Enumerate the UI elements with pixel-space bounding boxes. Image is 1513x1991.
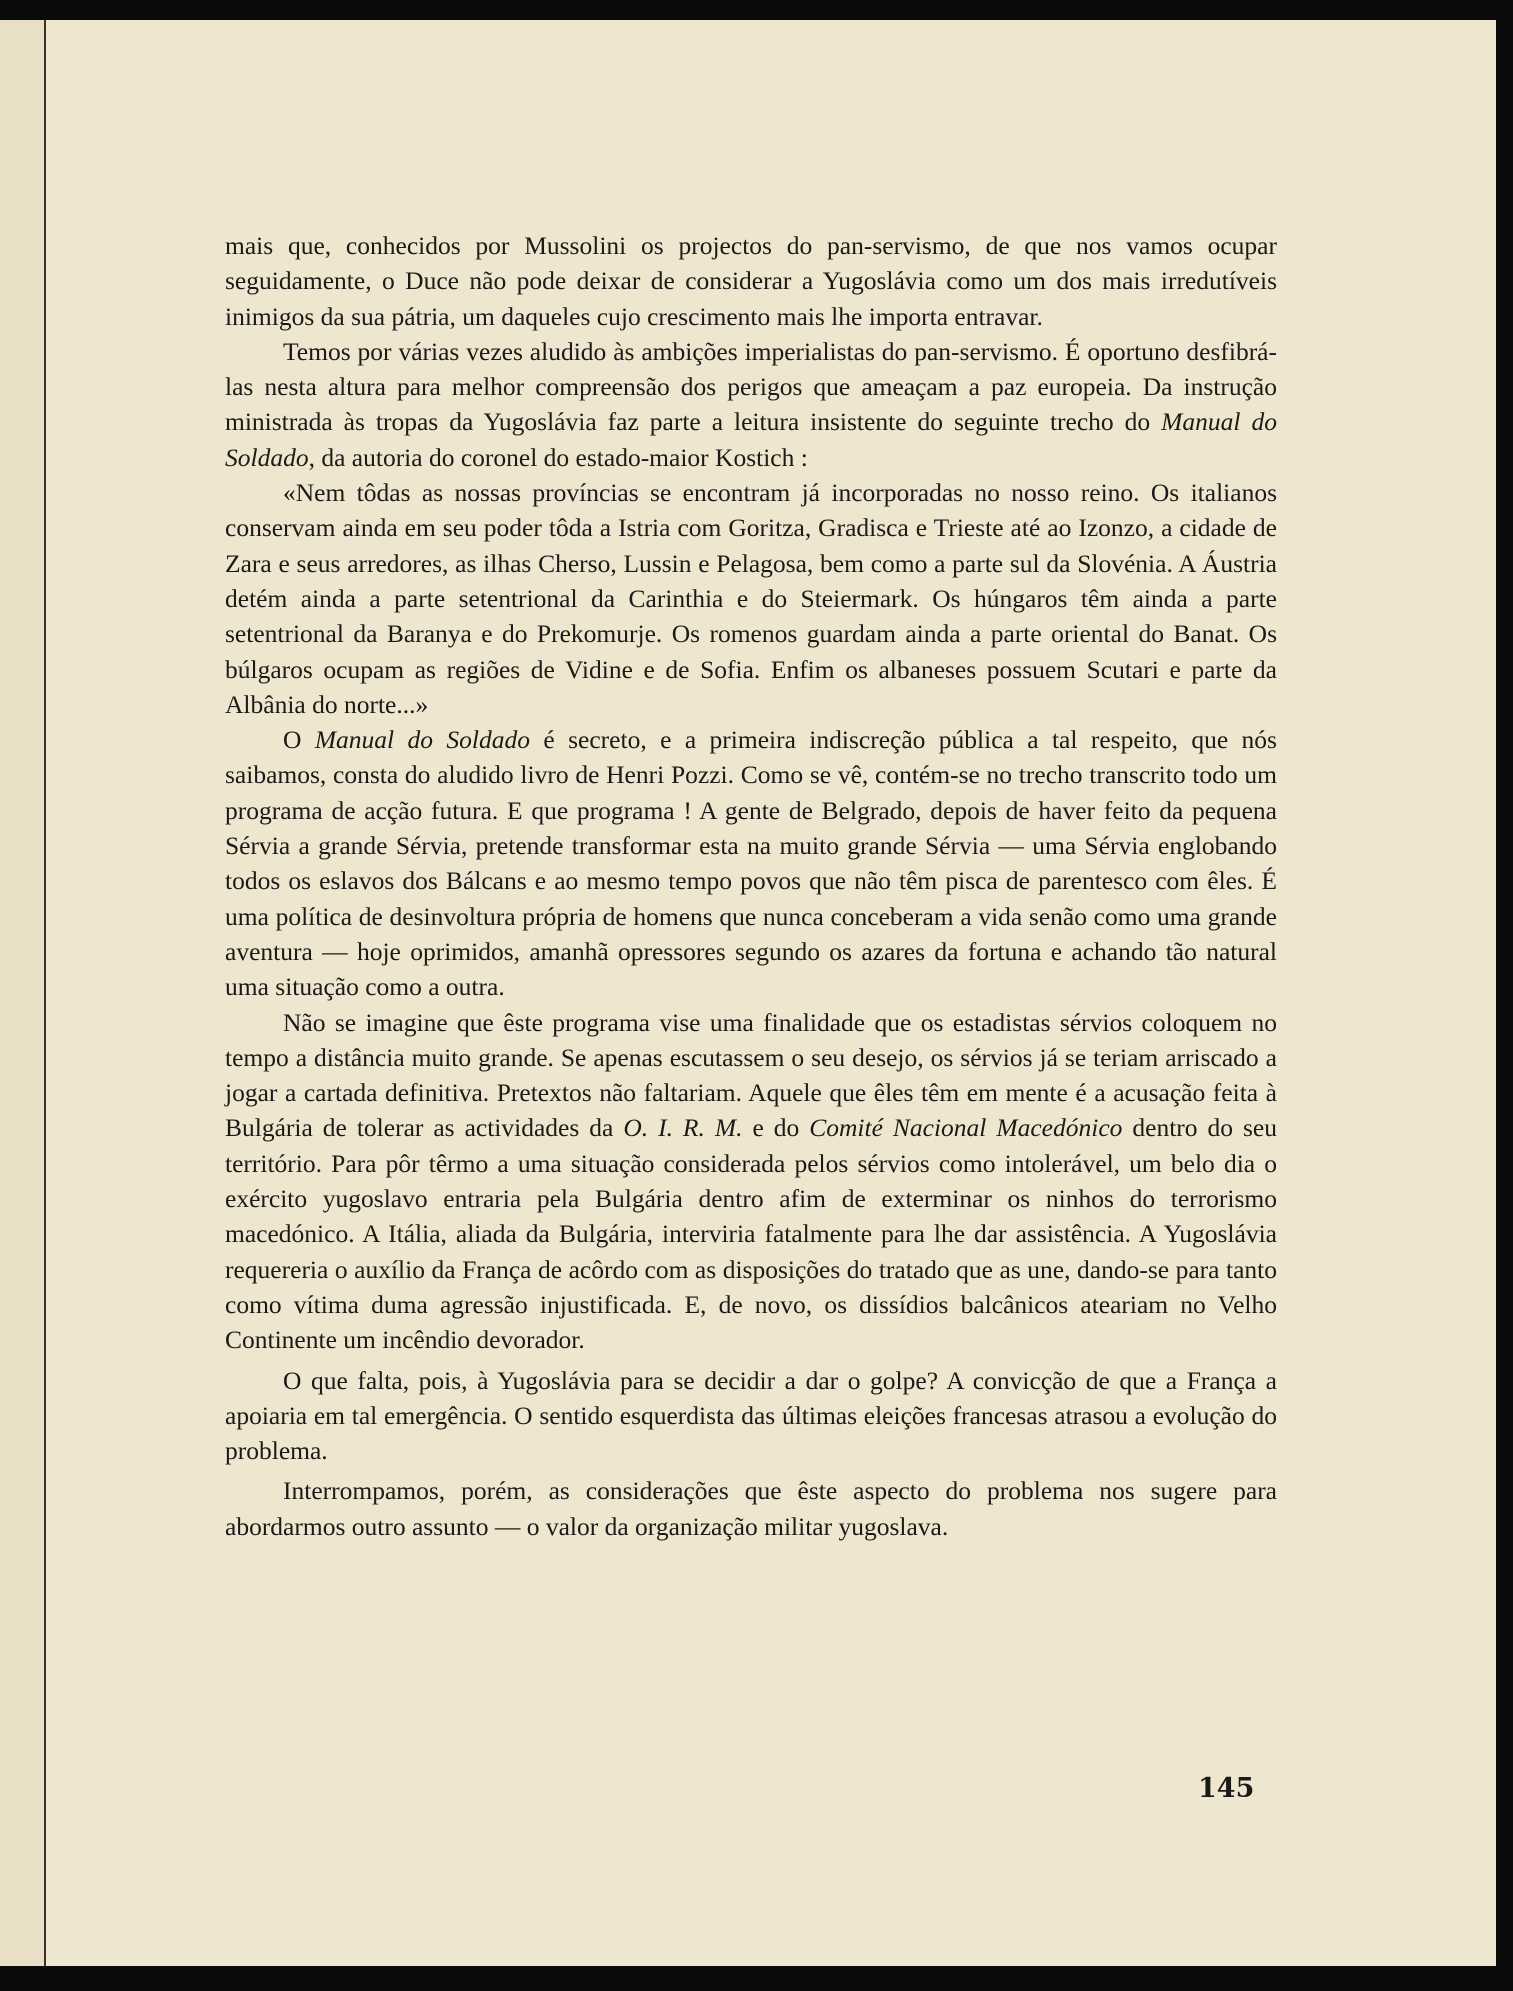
italic-title: Manual do Soldado xyxy=(225,407,1277,472)
paragraph-7: Interrompamos, porém, as considerações que êste aspecto do problema nos sugere para abordarmos outro assunto — o valor da organização militar yugoslava. xyxy=(225,1476,1277,1541)
italic-title: Manual do Soldado xyxy=(314,725,531,755)
paragraph-5: Não se imagine que êste programa vise uma finalidade que os estadistas sérvios coloquem no tempo a distância muito grande. Se apenas escutassem o seu desejo, os sérvios já se teriam arriscado a jogar a cartada definitiva. Pretextos não faltariam. Aquele que êles têm em mente é a acusação feita à Bulgária de tolerar as actividades da O. I. R. M. e do Comité Nacional Macedónico dentro do seu território. Para pôr têrmo a uma situação considerada pelos sérvios como intolerável, um belo dia o exército yugoslavo entraria pela Bulgária dentro afim de exterminar os ninhos do terrorismo macedónico. A Itália, aliada da Bulgária, interviria fatalmente para lhe dar assistência. A Yugoslávia requereria o auxílio da França de acôrdo com as disposições do tratado que as une, dando-se para tanto como vítima duma agressão injustificada. E, de novo, os dissídios balcânicos ateariam no Velho Continente um incêndio devorador. xyxy=(225,1007,1277,1355)
body-text xyxy=(225,228,1277,1544)
paragraph-4: O Manual do Soldado é secreto, e a primeira indiscreção pública a tal respeito, que nós saibamos, consta do aludido livro de Henri Pozzi. Como se vê, contém-se no trecho transcrito todo um programa de acção futura. E que programa ! A gente de Belgrado, depois de haver feito da pequena Sérvia a grande Sérvia, pretende transformar esta na muito grande Sérvia — uma Sérvia englobando todos os eslavos dos Bálcans e ao mesmo tempo povos que não têm pisca de parentesco com êles. É uma política de desinvoltura própria de homens que nunca conceberam a vida senão como uma grande aventura — hoje oprimidos, amanhã opressores segundo os azares da fortuna e achando tão natural uma situação como a outra. xyxy=(225,725,1277,1002)
italic-acronym: O. I. R. M. xyxy=(623,1113,743,1143)
paragraph-6: O que falta, pois, à Yugoslávia para se decidir a dar o golpe? A convicção de que a França a apoiaria em tal emergência. O sentido esquerdista das últimas eleições francesas atrasou a evolução do problema. xyxy=(225,1365,1277,1466)
book-gutter xyxy=(0,20,46,1966)
paragraph-1: mais que, conhecidos por Mussolini os projectos do pan-servismo, de que nos vamos ocupar seguidamente, o Duce não pode deixar de considerar a Yugoslávia como um dos mais irredutíveis inimigos da sua pátria, um daqueles cujo crescimento mais lhe importa entravar. xyxy=(225,231,1277,331)
paragraph-2: Temos por várias vezes aludido às ambições imperialistas do pan-servismo. É oportuno desfibrá-las nesta altura para melhor compreensão dos perigos que ameaçam a paz europeia. Da instrução ministrada às tropas da Yugoslávia faz parte a leitura insistente do seguinte trecho do Manual do Soldado, da autoria do coronel do estado-maior Kostich : xyxy=(225,336,1277,472)
italic-organization: Comité Nacional Macedónico xyxy=(809,1113,1123,1143)
paragraph-3-quote: «Nem tôdas as nossas províncias se encontram já incorporadas no nosso reino. Os italianos conservam ainda em seu poder tôda a Istria com Goritza, Gradisca e Trieste até ao Izonzo, a cidade de Zara e seus arredores, as ilhas Cherso, Lussin e Pelagosa, bem como a parte sul da Slovénia. A Áustria detém ainda a parte setentrional da Carinthia e do Steiermark. Os húngaros têm ainda a parte setentrional da Baranya e do Prekomurje. Os romenos guardam ainda a parte oriental do Banat. Os búlgaros ocupam as regiões de Vidine e de Sofia. Enfim os albaneses possuem Scutari e parte da Albânia do norte...» xyxy=(225,478,1277,719)
page-number: 145 xyxy=(1198,1773,1255,1804)
